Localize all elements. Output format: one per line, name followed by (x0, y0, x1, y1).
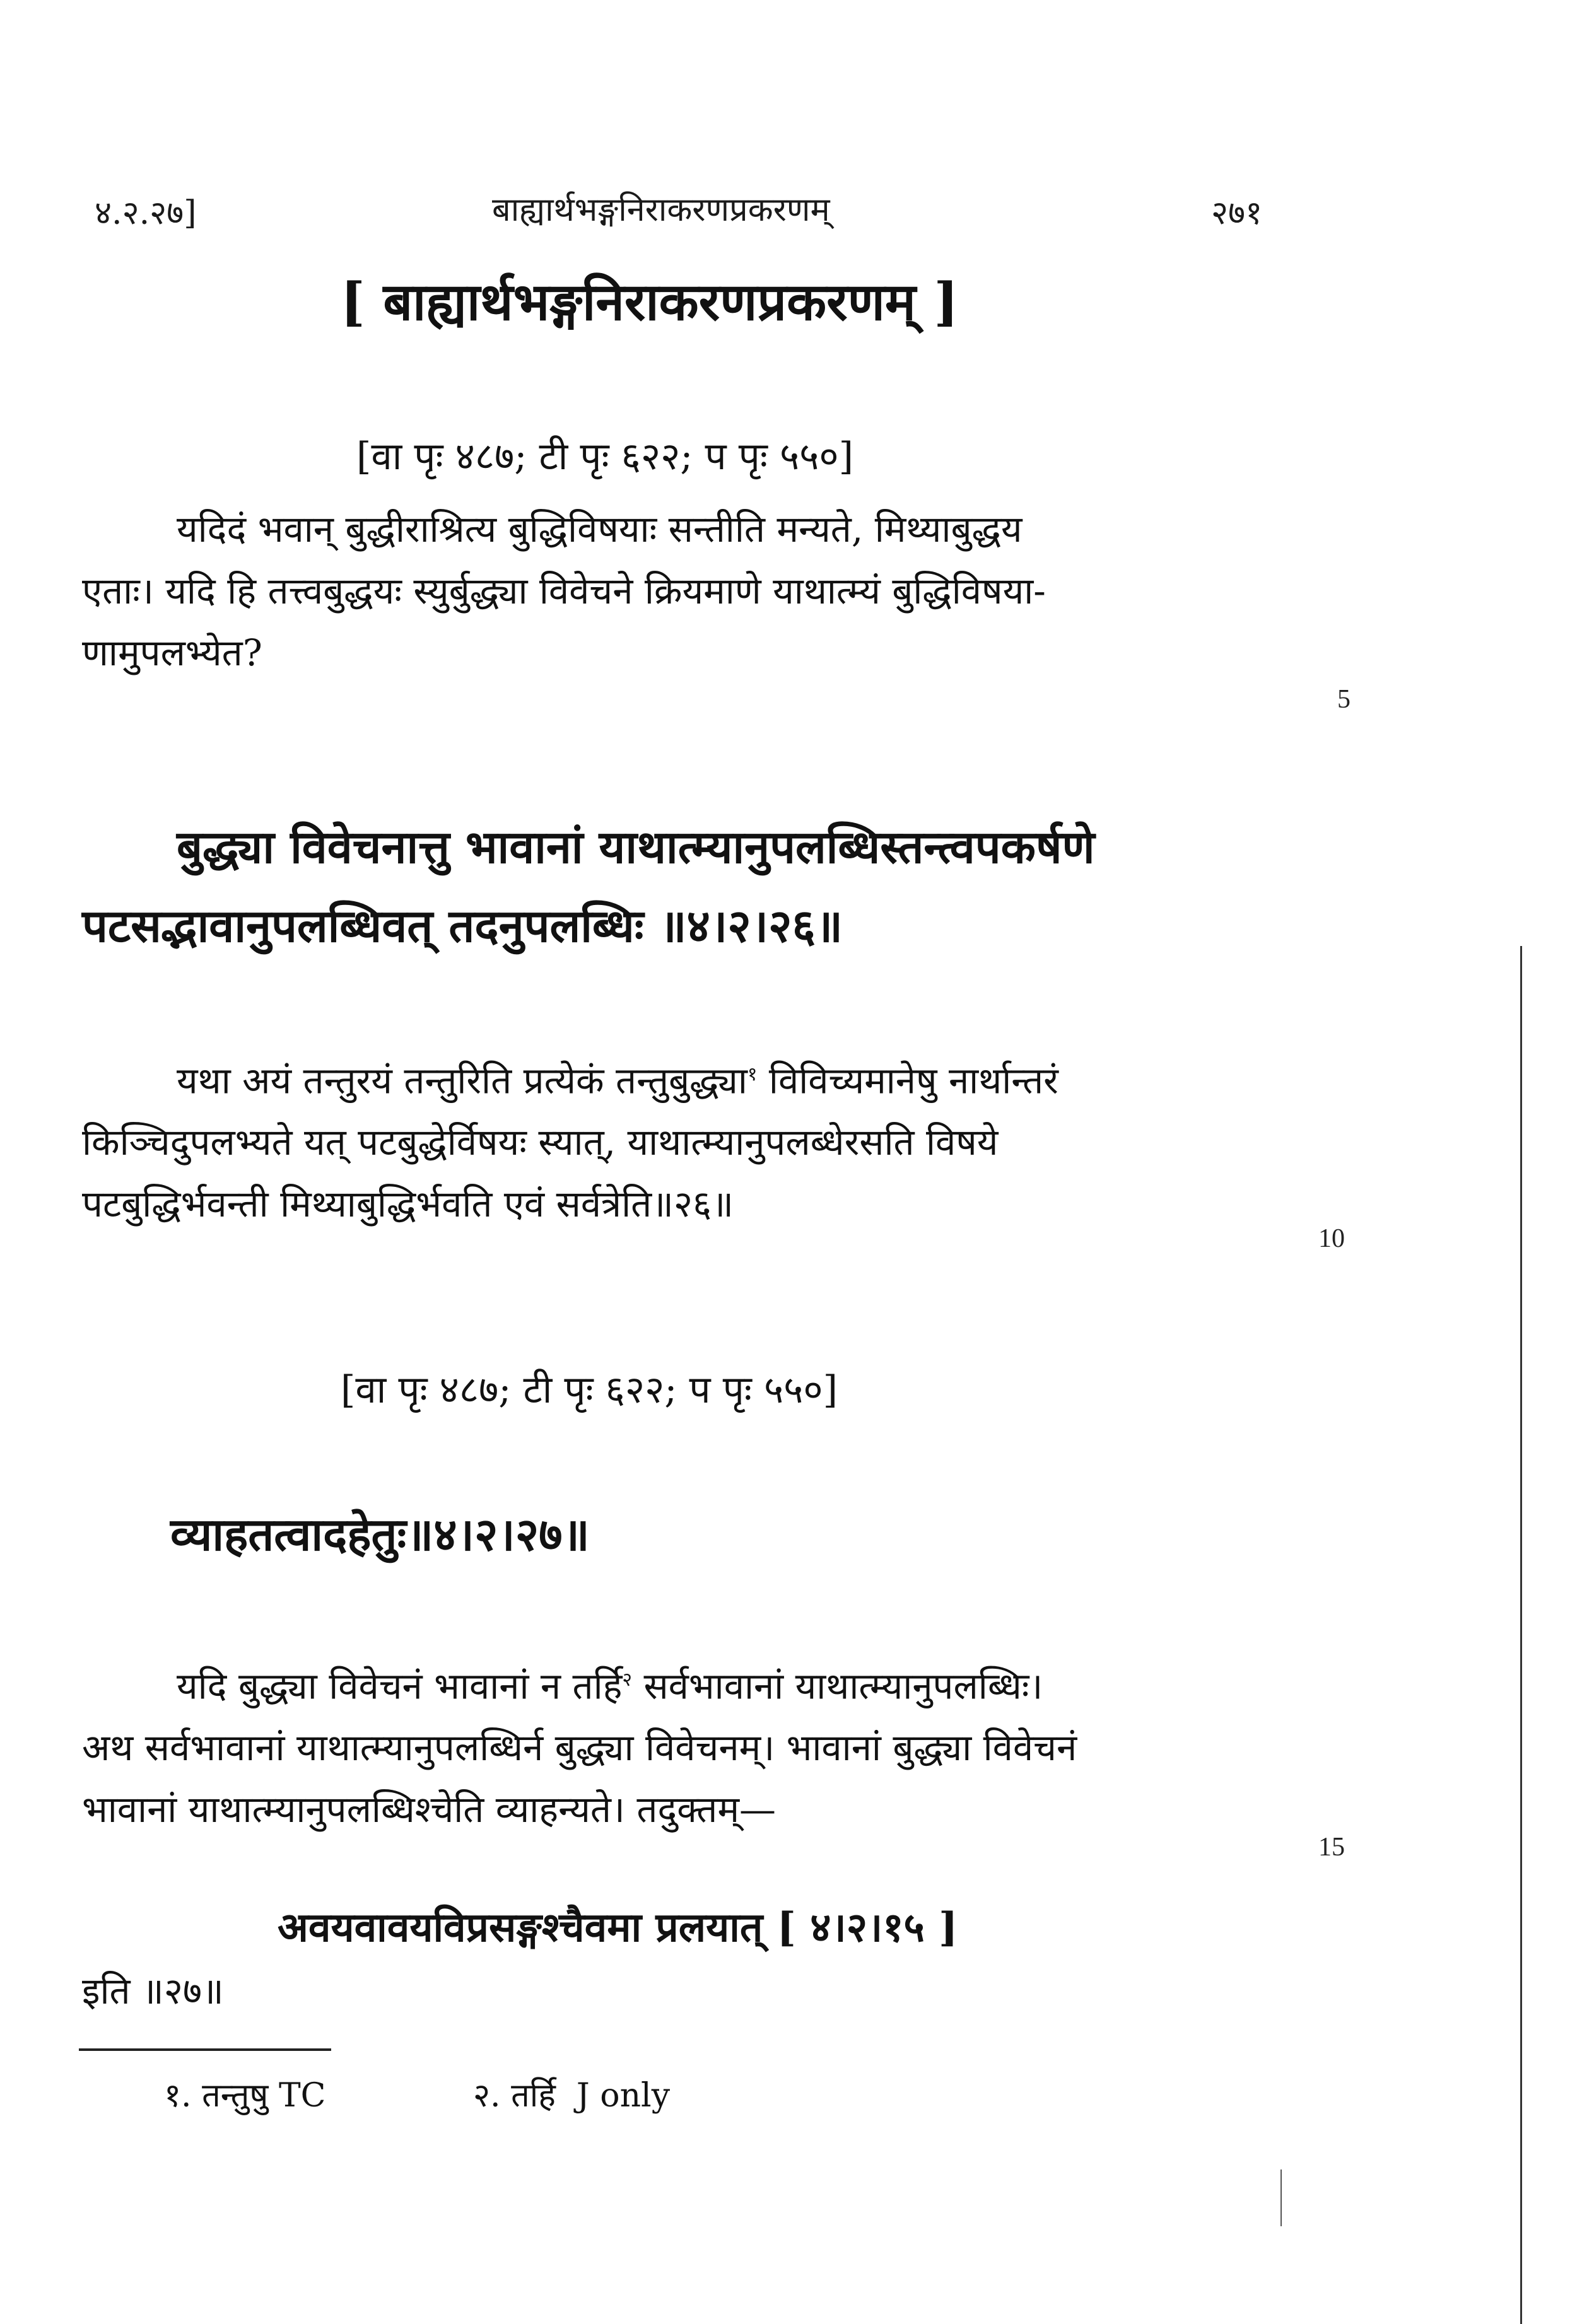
para3-line-3: भावानां याथात्म्यानुपलब्धिश्चेति व्याहन्यते। तदुक्तम्— (82, 1788, 776, 1831)
para2-line-3: पटबुद्धिर्भवन्ती मिथ्याबुद्धिर्भवति एवं सर्वत्रेति॥२६॥ (82, 1182, 734, 1226)
scan-speck (1280, 2169, 1282, 2226)
commentary-paragraph-3 (82, 1649, 1312, 1840)
para3-line-1-rest: सर्वभावानां याथात्म्यानुपलब्धिः। (632, 1664, 1043, 1708)
footnote-2 (473, 2072, 670, 2117)
para1-line-1: यदिदं भवान् बुद्धीराश्रित्य बुद्धिविषयाः सन्तीति मन्यते, मिथ्याबुद्धय (177, 508, 1023, 551)
running-title: बाह्यार्थभङ्गनिराकरणप्रकरणम् (492, 191, 830, 229)
scan-edge-line (1520, 946, 1522, 2324)
footnote-2-text: तर्हि J only (511, 2077, 671, 2115)
line-number-15: 15 (1318, 1833, 1345, 1862)
footnote-ref-2: २ (622, 1669, 633, 1691)
footnote-1-marker: १. (164, 2077, 192, 2115)
commentary-paragraph-2 (82, 1044, 1312, 1235)
section-title: [ बाह्यार्थभङ्गनिराकरणप्रकरणम् ] (341, 272, 959, 332)
para2-line-2: किञ्चिदुपलभ्यते यत् पटबुद्धेर्विषयः स्यात्, याथात्म्यानुपलब्धेरसति विषये (82, 1121, 999, 1164)
line-number-10: 10 (1318, 1224, 1345, 1253)
quoted-sutra: अवयवावयविप्रसङ्गश्चैवमा प्रलयात् [ ४।२।१५ ] (278, 1904, 958, 1951)
iti-line: इति ॥२७॥ (82, 1970, 224, 2012)
para1-line-2: एताः। यदि हि तत्त्वबुद्धयः स्युर्बुद्ध्या विवेचने क्रियमाणे याथात्म्यं बुद्धिविषया- (82, 569, 1046, 612)
para1-line-3: णामुपलभ्येत? (82, 631, 262, 674)
reference-line-1: [वा पृः ४८७; टी पृः ६२२; प पृः ५५०] (356, 435, 853, 479)
sutra1-line-1: बुद्ध्या विवेचनात्तु भावानां याथात्म्यानुपलब्धिस्तन्त्वपकर्षणे (177, 820, 1095, 873)
page-number: २७१ (1211, 194, 1263, 232)
para3-line-1-text: यदि बुद्ध्या विवेचनं भावानां न तर्हि (177, 1664, 623, 1708)
footnote-2-marker: २. (473, 2077, 501, 2115)
para2-line-1-text: यथा अयं तन्तुरयं तन्तुरिति प्रत्येकं तन्तुबुद्ध्या (177, 1059, 747, 1102)
footnote-1-text: तन्तुषु TC (202, 2077, 326, 2115)
line-number-5: 5 (1337, 685, 1351, 714)
para2-line-1-rest: विविच्यमानेषु नार्थान्तरं (757, 1059, 1058, 1102)
footnote-1 (164, 2072, 325, 2117)
footnote-ref-1: १ (747, 1063, 758, 1085)
sutra-4-2-26 (82, 807, 1312, 965)
sutra-4-2-27: व्याहतत्वादहेतुः॥४।२।२७॥ (170, 1507, 590, 1561)
footnote-divider (79, 2048, 331, 2051)
para3-line-1 (82, 1649, 1312, 1717)
header-left-ref: ४.२.२७] (95, 194, 197, 232)
reference-line-2: [वा पृः ४८७; टी पृः ६२२; प पृः ५५०] (341, 1368, 838, 1412)
para2-line-1 (82, 1044, 1312, 1111)
para3-line-2: अथ सर्वभावानां याथात्म्यानुपलब्धिर्न बुद्ध्या विवेचनम्। भावानां बुद्ध्या विवेचनं (82, 1726, 1077, 1770)
commentary-paragraph-1 (82, 498, 1280, 684)
sutra1-line-2: पटसद्भावानुपलब्धिवत् तदनुपलब्धिः ॥४।२।२६॥ (82, 899, 843, 952)
